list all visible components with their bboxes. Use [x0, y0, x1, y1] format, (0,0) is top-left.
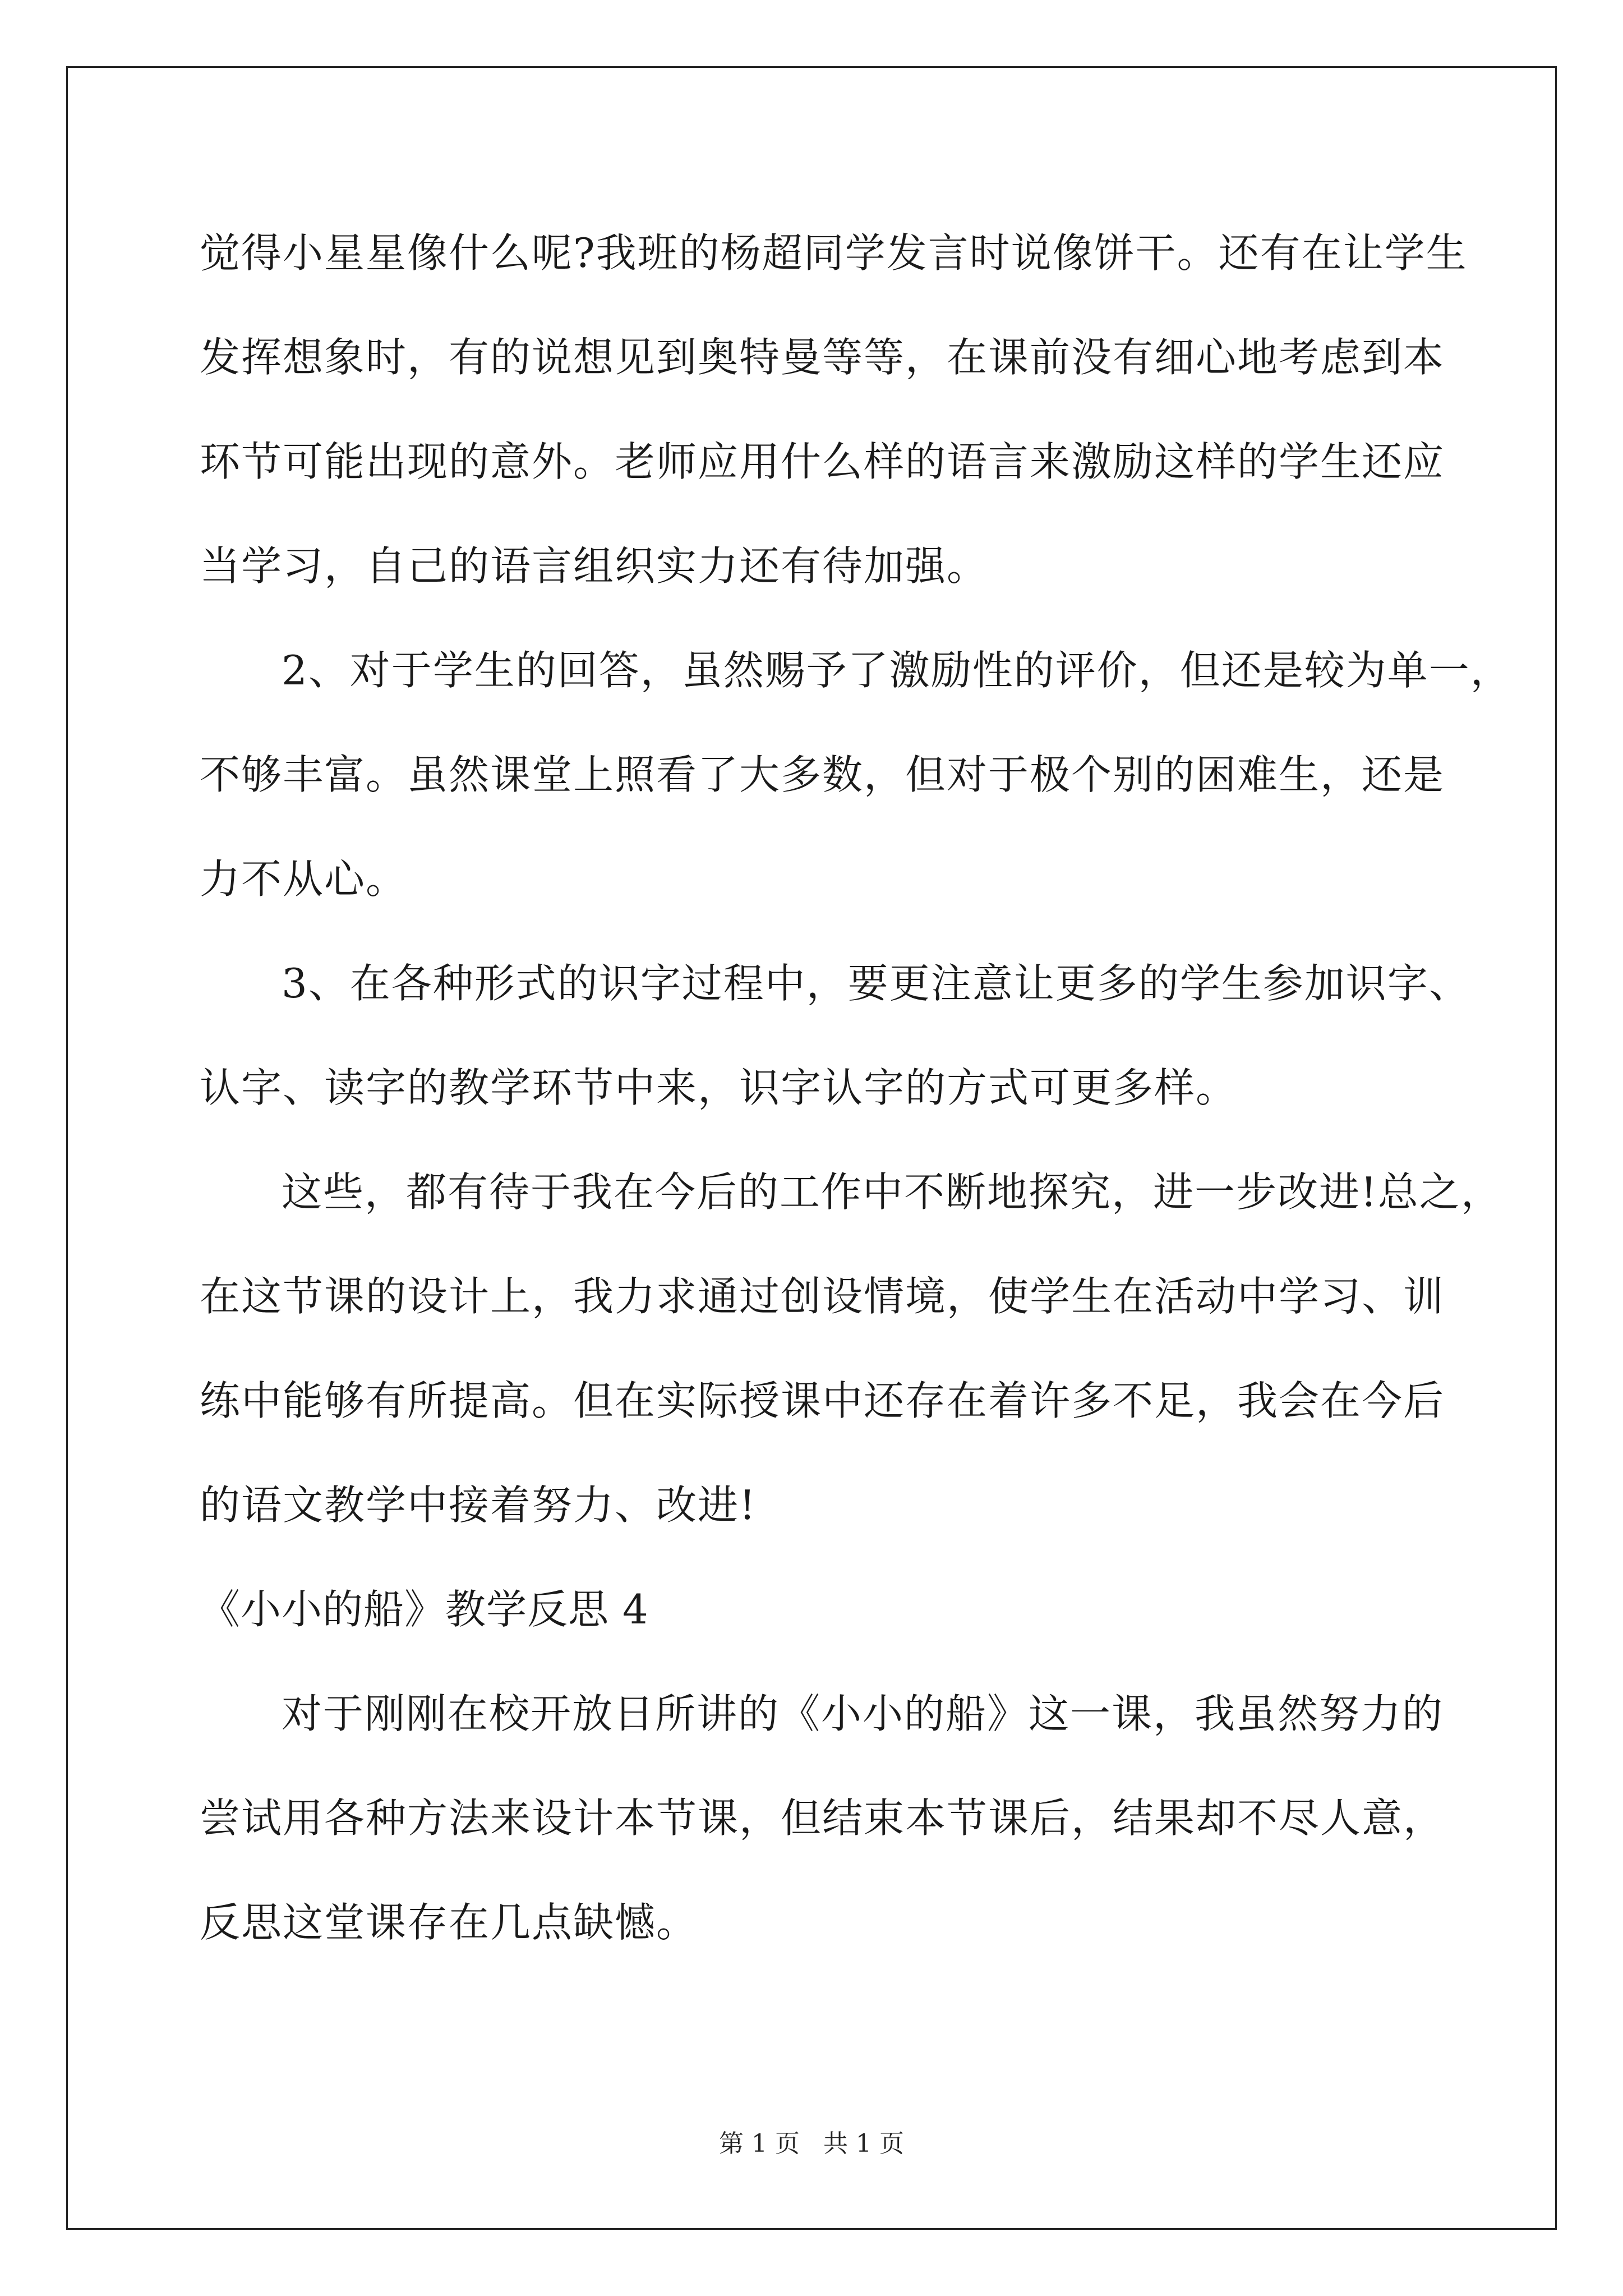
- text-line: 对于刚刚在校开放日所讲的《小小的船》这一课，我虽然努力的: [282, 1690, 1444, 1737]
- text-line: 不够丰富。虽然课堂上照看了大多数，但对于极个别的困难生，还是: [200, 751, 1445, 798]
- text-line: 觉得小星星像什么呢?我班的杨超同学发言时说像饼干。还有在让学生: [200, 229, 1468, 277]
- text-line: 认字、读字的教学环节中来，识字认字的方式可更多样。: [200, 1064, 1238, 1111]
- text-line: 力不从心。: [200, 855, 408, 903]
- section-title: 《小小的船》教学反思 4: [200, 1586, 649, 1633]
- page-number-footer: 第 1 页 共 1 页: [719, 2129, 904, 2158]
- text-line: 2、对于学生的回答，虽然赐予了激励性的评价，但还是较为单一，: [282, 647, 1512, 694]
- text-line: 环节可能出现的意外。老师应用什么样的语言来激励这样的学生还应: [200, 438, 1445, 485]
- text-line: 当学习，自己的语言组织实力还有待加强。: [200, 542, 989, 590]
- text-line: 这些，都有待于我在今后的工作中不断地探究，进一步改进!总之，: [282, 1168, 1502, 1216]
- text-line: 在这节课的设计上，我力求通过创设情境，使学生在活动中学习、训: [200, 1273, 1445, 1320]
- document-body: [200, 222, 1512, 1996]
- text-line: 反思这堂课存在几点缺憾。: [200, 1899, 698, 1946]
- text-line: 3、在各种形式的识字过程中，要更注意让更多的学生参加识字、: [282, 960, 1470, 1007]
- text-line: 的语文教学中接着努力、改进!: [200, 1481, 757, 1529]
- text-line: 练中能够有所提高。但在实际授课中还存在着许多不足，我会在今后: [200, 1377, 1445, 1424]
- text-line: 发挥想象时，有的说想见到奥特曼等等，在课前没有细心地考虑到本: [200, 334, 1445, 381]
- text-line: 尝试用各种方法来设计本节课，但结束本节课后，结果却不尽人意，: [200, 1795, 1445, 1842]
